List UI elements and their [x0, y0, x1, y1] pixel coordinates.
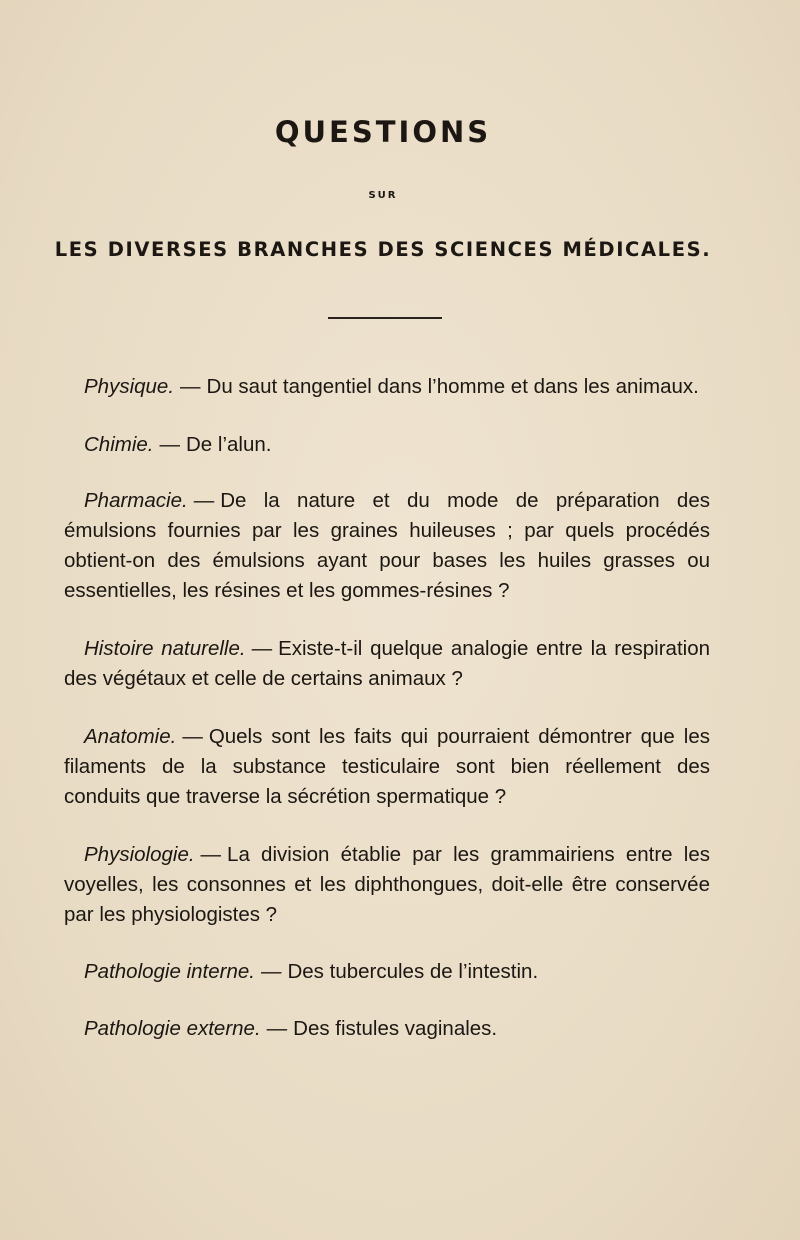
question-subject: Pharmacie. — [84, 489, 188, 512]
question-dash: — — [260, 960, 282, 983]
question-text: Existe-t-il quelque analogie entre la respiration des végétaux et celle de certains animaux ? — [64, 637, 710, 690]
page-subtitle: LES DIVERSES BRANCHES DES SCIENCES MÉDICALES. — [54, 238, 712, 261]
question-text: De la nature et du mode de préparation des émulsions fournies par les graines huileuses ; par quels procédés obtient-on des émulsions ayant pour bases les huiles grasses ou essentielles, les résines et les gommes-résines ? — [64, 489, 710, 602]
title-divider-rule — [328, 317, 442, 319]
question-subject: Anatomie. — [84, 725, 177, 748]
question-chimie — [64, 430, 710, 460]
question-dash: — — [159, 433, 180, 456]
question-text: La division établie par les grammairiens entre les voyelles, les consonnes et les diphthongues, doit-elle être conservée par les physiologistes ? — [64, 843, 710, 926]
question-histoire-naturelle — [64, 634, 710, 694]
page-title: QUESTIONS — [274, 115, 492, 149]
question-dash: — — [193, 489, 215, 512]
question-text: Des tubercules de l’intestin. — [287, 960, 539, 983]
question-subject: Physiologie. — [84, 843, 195, 866]
question-dash: — — [180, 375, 201, 398]
question-subject: Histoire naturelle. — [84, 637, 246, 660]
question-subject: Physique. — [84, 375, 175, 398]
question-dash: — — [182, 725, 203, 748]
question-anatomie — [64, 722, 710, 812]
question-text: De l’alun. — [186, 433, 272, 456]
questions-body — [64, 372, 710, 1072]
question-dash: — — [251, 637, 273, 660]
question-pathologie-interne — [64, 957, 710, 987]
question-pathologie-externe — [64, 1014, 710, 1044]
question-physique — [64, 372, 710, 402]
question-text: Des fistules vaginales. — [293, 1017, 498, 1040]
question-subject: Pathologie externe. — [84, 1017, 261, 1040]
question-text: Du saut tangentiel dans l’homme et dans les animaux. — [206, 375, 699, 398]
question-dash: — — [200, 843, 222, 866]
question-physiologie — [64, 840, 710, 930]
question-subject: Pathologie interne. — [84, 960, 255, 983]
question-subject: Chimie. — [84, 433, 154, 456]
question-pharmacie — [64, 486, 710, 606]
question-text: Quels sont les faits qui pourraient démontrer que les filaments de la substance testiculaire sont bien réellement des conduits que traverse la sécrétion spermatique ? — [64, 725, 710, 808]
title-connector: SUR — [368, 190, 398, 201]
question-dash: — — [266, 1017, 288, 1040]
